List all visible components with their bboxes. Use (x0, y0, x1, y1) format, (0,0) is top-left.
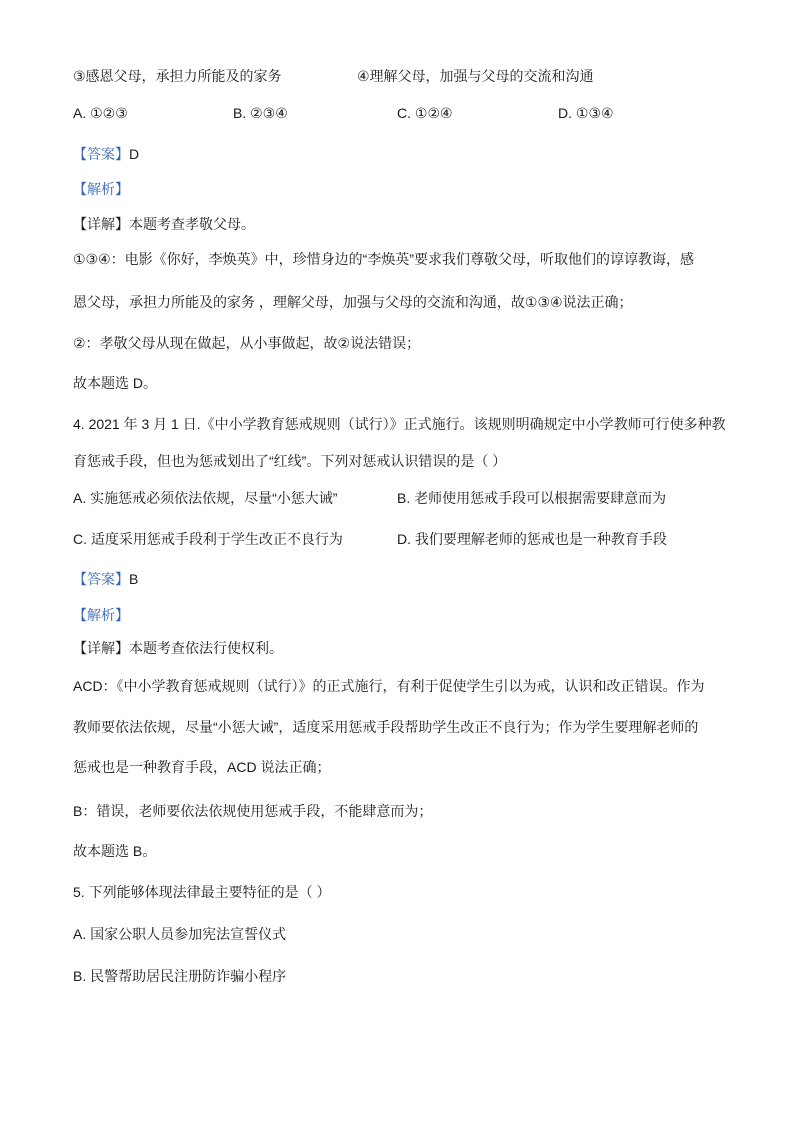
q4-answer-value: B (129, 571, 139, 587)
q3-answer-value: D (129, 146, 140, 162)
q5-stem: 5. 下列能够体现法律最主要特征的是（ ） (73, 884, 331, 900)
q3-answer-label: 【答案】 (73, 146, 129, 162)
q3-choice-c: C. ①②④ (397, 105, 453, 121)
q4-detail-text: 本题考查依法行使权利。 (129, 640, 283, 656)
q3-detail-text: 本题考查孝敬父母。 (129, 216, 255, 232)
q4-stem-line-1: 4. 2021 年 3 月 1 日.《中小学教育惩戒规则（试行）》正式施行。该规则明确规定中小学教师可行使多种教 (73, 416, 726, 432)
q3-detail-line (73, 214, 255, 234)
q3-explanation-line-1: ①③④：电影《你好，李焕英》中，珍惜身边的“李焕英”要求我们尊敬父母，听取他们的谆谆教诲，感 (73, 251, 694, 267)
q4-analysis-label: 【解析】 (73, 607, 129, 623)
q3-explanation-line-3: ②：孝敬父母从现在做起，从小事做起，故②说法错误； (73, 335, 421, 351)
q4-explanation-line-2: 教师要依法依规，尽量“小惩大诫”，适度采用惩戒手段帮助学生改正不良行为；作为学生要理解老师的 (73, 719, 699, 735)
q3-conclusion: 故本题选 D。 (73, 375, 157, 391)
q3-answer-line (73, 144, 139, 164)
q5-option-b: B. 民警帮助居民注册防诈骗小程序 (73, 968, 287, 984)
q3-choice-b: B. ②③④ (233, 105, 288, 121)
q4-answer-line (73, 569, 138, 589)
q4-option-d: D. 我们要理解老师的惩戒也是一种教育手段 (397, 531, 667, 547)
q3-detail-label: 【详解】 (73, 216, 129, 232)
q4-option-b: B. 老师使用惩戒手段可以根据需要肆意而为 (397, 490, 667, 506)
q4-explanation-line-4: B：错误，老师要依法依规使用惩戒手段，不能肆意而为； (73, 803, 433, 819)
q3-choice-a: A. ①②③ (73, 105, 128, 121)
q5-option-a: A. 国家公职人员参加宪法宣誓仪式 (73, 926, 287, 942)
q3-statement-3: ③感恩父母，承担力所能及的家务 (73, 68, 282, 84)
q4-answer-label: 【答案】 (73, 571, 129, 587)
q3-analysis-label: 【解析】 (73, 181, 129, 197)
q4-stem-line-2: 育惩戒手段，但也为惩戒划出了“红线”。下列对惩戒认识错误的是（ ） (73, 453, 507, 469)
q3-choice-d: D. ①③④ (558, 105, 614, 121)
q4-detail-line (73, 638, 283, 658)
q4-conclusion: 故本题选 B。 (73, 843, 157, 859)
q4-detail-label: 【详解】 (73, 640, 129, 656)
q4-explanation-line-1: ACD：《中小学教育惩戒规则（试行）》的正式施行，有利于促使学生引以为戒，认识和改正错误。作为 (73, 678, 705, 694)
q4-option-c: C. 适度采用惩戒手段利于学生改正不良行为 (73, 531, 343, 547)
q3-explanation-line-2: 恩父母，承担力所能及的家务 ，理解父母，加强与父母的交流和沟通，故①③④说法正确； (73, 294, 633, 310)
q4-option-a: A. 实施惩戒必须依法依规，尽量“小惩大诫” (73, 490, 338, 506)
q4-explanation-line-3: 惩戒也是一种教育手段，ACD 说法正确； (73, 759, 331, 775)
q3-statement-4: ④理解父母，加强与父母的交流和沟通 (357, 68, 594, 84)
